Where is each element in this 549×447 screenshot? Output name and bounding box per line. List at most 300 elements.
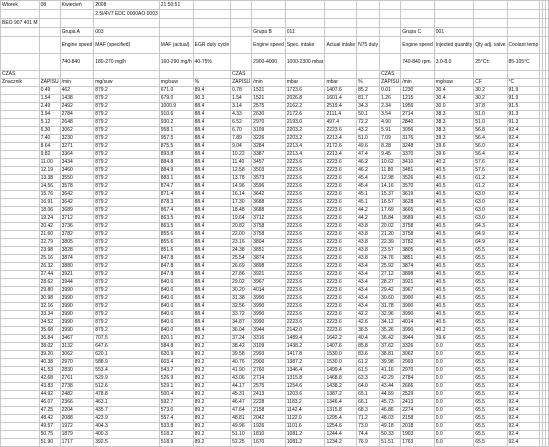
cell[interactable]: 3990 xyxy=(60,295,94,303)
cell[interactable]: 2223.6 xyxy=(285,303,325,311)
cell[interactable]: 2223.6 xyxy=(325,287,357,295)
cell[interactable]: 30.2 xyxy=(474,87,507,95)
cell[interactable]: 3284 xyxy=(252,143,286,151)
cell[interactable]: 56.4 xyxy=(474,135,507,143)
cell[interactable]: 88.4 xyxy=(193,111,230,119)
cell[interactable] xyxy=(1,199,40,207)
cell[interactable]: 3990 xyxy=(252,303,286,311)
cell[interactable]: 2993 xyxy=(401,359,435,367)
cell[interactable]: 92.4 xyxy=(507,391,540,399)
cell[interactable]: 20.42 xyxy=(39,223,60,231)
cell[interactable]: 2213.4 xyxy=(325,135,357,143)
cell[interactable] xyxy=(1,431,40,439)
cell[interactable]: 85.8 xyxy=(357,343,380,351)
cell[interactable]: 2970 xyxy=(401,367,435,375)
cell[interactable]: 39.6 xyxy=(434,151,473,159)
cell[interactable]: 603.4 xyxy=(159,359,193,367)
cell[interactable]: 3230 xyxy=(60,135,94,143)
cell[interactable] xyxy=(231,37,252,54)
cell[interactable]: 1000-2300 mbar xyxy=(285,54,325,71)
cell[interactable] xyxy=(546,143,549,151)
cell[interactable]: 13.38 xyxy=(39,175,60,183)
cell[interactable]: 50.75 xyxy=(39,431,60,439)
cell[interactable]: 2172.6 xyxy=(325,143,357,151)
cell[interactable] xyxy=(380,19,401,28)
cell[interactable]: 2223.6 xyxy=(325,311,357,319)
cell[interactable]: 30.98 xyxy=(39,295,60,303)
cell[interactable]: 65.5 xyxy=(474,343,507,351)
cell[interactable]: 3967 xyxy=(252,279,286,287)
cell[interactable] xyxy=(159,19,193,28)
cell[interactable]: 3642 xyxy=(60,191,94,199)
cell[interactable]: 2213.4 xyxy=(285,143,325,151)
cell[interactable] xyxy=(1,439,40,447)
cell[interactable] xyxy=(1,87,40,95)
cell[interactable] xyxy=(325,54,357,71)
cell[interactable]: 48.03 xyxy=(380,415,401,423)
cell[interactable]: 0.0 xyxy=(434,415,473,423)
cell[interactable] xyxy=(252,71,286,79)
cell[interactable]: 65.5 xyxy=(474,439,507,447)
cell[interactable]: 88.4 xyxy=(193,287,230,295)
cell[interactable]: 3370 xyxy=(401,151,435,159)
cell[interactable]: 2223.6 xyxy=(325,223,357,231)
cell[interactable]: Grupa B xyxy=(252,28,286,37)
cell[interactable]: 1387.2 xyxy=(285,359,325,367)
cell[interactable]: 92.4 xyxy=(507,303,540,311)
cell[interactable]: 529.9 xyxy=(94,375,160,383)
cell[interactable] xyxy=(1,207,40,215)
cell[interactable]: 2223.6 xyxy=(285,279,325,287)
cell[interactable]: 51.0 xyxy=(474,119,507,127)
cell[interactable]: 40.2 xyxy=(434,327,473,335)
cell[interactable] xyxy=(1,383,40,391)
cell[interactable]: 2158 xyxy=(252,407,286,415)
cell[interactable]: 88.4 xyxy=(193,319,230,327)
cell[interactable]: 2088 xyxy=(60,415,94,423)
cell[interactable]: 43.8 xyxy=(357,223,380,231)
cell[interactable] xyxy=(1,311,40,319)
cell[interactable]: 0.0 xyxy=(434,375,473,383)
cell[interactable]: 3736 xyxy=(60,223,94,231)
cell[interactable]: 92.4 xyxy=(507,319,540,327)
cell[interactable]: 847.8 xyxy=(159,271,193,279)
cell[interactable]: 39.20 xyxy=(39,351,60,359)
cell[interactable]: 1642.2 xyxy=(325,335,357,343)
cell[interactable]: 2648 xyxy=(60,119,94,127)
cell[interactable] xyxy=(507,71,540,79)
cell[interactable]: 1489.4 xyxy=(285,335,325,343)
cell[interactable]: 43.06 xyxy=(231,375,252,383)
cell[interactable]: 2223.6 xyxy=(325,279,357,287)
cell[interactable]: 2162.2 xyxy=(285,103,325,111)
cell[interactable]: 3132 xyxy=(60,343,94,351)
cell[interactable] xyxy=(285,19,325,28)
cell[interactable]: 884.9 xyxy=(159,167,193,175)
cell[interactable]: 65.5 xyxy=(474,279,507,287)
cell[interactable]: ZAPISU xyxy=(40,79,59,85)
cell[interactable]: MAF (actual) xyxy=(159,37,193,54)
cell[interactable]: Engine speed xyxy=(60,37,94,54)
cell[interactable]: 40.5 xyxy=(434,311,473,319)
cell[interactable] xyxy=(357,54,380,71)
cell[interactable]: 3628 xyxy=(401,199,435,207)
cell[interactable]: 24.76 xyxy=(380,255,401,263)
cell[interactable] xyxy=(252,10,286,19)
cell[interactable]: 40.5 xyxy=(434,167,473,175)
cell[interactable] xyxy=(1,119,40,127)
cell[interactable]: 39.58 xyxy=(231,351,252,359)
cell[interactable]: 2026.8 xyxy=(285,95,325,103)
cell[interactable] xyxy=(546,391,549,399)
cell[interactable]: 0.0 xyxy=(434,399,473,407)
cell[interactable]: 65.5 xyxy=(474,399,507,407)
cell[interactable]: 820.1 xyxy=(159,335,193,343)
cell[interactable]: 3944 xyxy=(401,335,435,343)
cell[interactable] xyxy=(39,54,60,71)
cell[interactable]: 2193.0 xyxy=(285,119,325,127)
cell[interactable]: 3578 xyxy=(60,183,94,191)
cell[interactable]: 2223.6 xyxy=(285,215,325,223)
cell[interactable]: 81.7 xyxy=(357,95,380,103)
cell[interactable]: 404.3 xyxy=(94,423,160,431)
cell[interactable] xyxy=(357,10,380,19)
cell[interactable]: 400.3 xyxy=(94,431,160,439)
cell[interactable]: 526.9 xyxy=(159,375,193,383)
cell[interactable]: 88.4 xyxy=(193,255,230,263)
cell[interactable] xyxy=(1,159,40,167)
cell[interactable]: 2630 xyxy=(252,111,286,119)
cell[interactable]: 2203.2 xyxy=(285,127,325,135)
cell[interactable]: 89.2 xyxy=(193,415,230,423)
cell[interactable]: 51.10 xyxy=(231,431,252,439)
cell[interactable]: 3712 xyxy=(60,215,94,223)
cell[interactable]: 1081.2 xyxy=(285,431,325,439)
cell[interactable] xyxy=(546,399,549,407)
cell[interactable]: 879.2 xyxy=(94,247,160,255)
cell[interactable]: 88.4 xyxy=(193,271,230,279)
cell[interactable] xyxy=(546,10,549,19)
cell[interactable]: 2223.6 xyxy=(325,215,357,223)
cell[interactable]: 88.4 xyxy=(193,119,230,127)
cell[interactable]: 52.25 xyxy=(231,439,252,447)
cell[interactable] xyxy=(401,10,435,19)
cell[interactable] xyxy=(434,1,473,10)
cell[interactable] xyxy=(401,71,435,79)
cell[interactable]: 9.82 xyxy=(39,151,60,159)
cell[interactable]: 3804 xyxy=(252,239,286,247)
cell[interactable]: 1438 xyxy=(60,95,94,103)
cell[interactable]: 160-290 mg/h xyxy=(159,54,193,71)
cell[interactable]: 1346.4 xyxy=(325,399,357,407)
cell[interactable]: 7.09 xyxy=(380,135,401,143)
cell[interactable]: 8.64 xyxy=(39,143,60,151)
cell[interactable]: 37.8 xyxy=(474,103,507,111)
cell[interactable] xyxy=(546,111,549,119)
cell[interactable]: 10.22 xyxy=(231,151,252,159)
cell[interactable]: Coolant temp xyxy=(507,37,540,54)
cell[interactable]: 65.5 xyxy=(474,367,507,375)
cell[interactable]: 21.60 xyxy=(39,231,60,239)
cell[interactable]: 89.2 xyxy=(193,367,230,375)
cell[interactable]: 21:50:51 xyxy=(159,1,193,10)
cell[interactable] xyxy=(1,143,40,151)
cell[interactable]: 879.2 xyxy=(94,103,160,111)
cell[interactable] xyxy=(1,215,40,223)
cell[interactable]: 740-840 xyxy=(60,54,94,71)
cell[interactable]: 43.4 xyxy=(357,295,380,303)
cell[interactable]: 840.0 xyxy=(159,287,193,295)
cell[interactable]: 573.0 xyxy=(159,407,193,415)
cell[interactable]: 23.98 xyxy=(39,247,60,255)
cell[interactable] xyxy=(401,1,435,10)
cell[interactable]: 39.6 xyxy=(434,335,473,343)
cell[interactable]: 40.38 xyxy=(39,359,60,367)
cell[interactable] xyxy=(231,28,252,37)
cell[interactable]: 3898 xyxy=(252,263,286,271)
cell[interactable]: 89.2 xyxy=(193,383,230,391)
cell[interactable]: 3990 xyxy=(60,303,94,311)
cell[interactable]: 92.4 xyxy=(507,287,540,295)
cell[interactable] xyxy=(94,71,160,79)
cell[interactable]: 1530.0 xyxy=(325,359,357,367)
cell[interactable]: 25.92 xyxy=(380,263,401,271)
cell[interactable] xyxy=(546,415,549,423)
cell[interactable]: 65.5 xyxy=(474,263,507,271)
cell[interactable]: 840.0 xyxy=(159,327,193,335)
cell[interactable]: 0.0 xyxy=(434,343,473,351)
cell[interactable]: 43.8 xyxy=(357,247,380,255)
cell[interactable]: 37.24 xyxy=(231,335,252,343)
cell[interactable]: 89.2 xyxy=(193,399,230,407)
cell[interactable] xyxy=(39,37,60,54)
cell[interactable]: 867.4 xyxy=(159,207,193,215)
cell[interactable]: Grupa A xyxy=(60,28,94,37)
cell[interactable]: 92.4 xyxy=(507,159,540,167)
cell[interactable]: 65.5 xyxy=(474,303,507,311)
cell[interactable] xyxy=(546,375,549,383)
cell[interactable] xyxy=(252,1,286,10)
cell[interactable] xyxy=(1,135,40,143)
cell[interactable]: 40.5 xyxy=(434,175,473,183)
cell[interactable]: 45.4 xyxy=(357,183,380,191)
cell[interactable] xyxy=(285,71,325,79)
cell[interactable]: 2519.4 xyxy=(325,103,357,111)
cell[interactable]: 42.6 xyxy=(357,319,380,327)
cell[interactable]: 40.5 xyxy=(434,223,473,231)
cell[interactable]: 34.52 xyxy=(39,319,60,327)
cell[interactable]: 2.5l/4V7 EDC 0000AO 0003 xyxy=(95,10,158,17)
cell[interactable]: 8.28 xyxy=(380,143,401,151)
cell[interactable]: 92.4 xyxy=(507,383,540,391)
cell[interactable] xyxy=(546,207,549,215)
cell[interactable]: 15.76 xyxy=(39,191,60,199)
cell[interactable]: 3990 xyxy=(60,287,94,295)
cell[interactable] xyxy=(1,271,40,279)
cell[interactable]: 840.0 xyxy=(159,303,193,311)
cell[interactable]: 6.52 xyxy=(231,119,252,127)
cell[interactable]: 879.2 xyxy=(94,199,160,207)
cell[interactable] xyxy=(193,1,230,10)
cell[interactable]: 42.68 xyxy=(39,375,60,383)
cell[interactable]: mg/suw xyxy=(434,79,473,87)
cell[interactable] xyxy=(1,223,40,231)
cell[interactable]: 22.00 xyxy=(231,231,252,239)
cell[interactable] xyxy=(546,151,549,159)
cell[interactable]: 2223.6 xyxy=(325,183,357,191)
cell[interactable]: 25.16 xyxy=(39,255,60,263)
cell[interactable]: 63.0 xyxy=(474,199,507,207)
cell[interactable]: 0.78 xyxy=(231,87,252,95)
cell[interactable]: 44.2 xyxy=(357,215,380,223)
cell[interactable]: 3990 xyxy=(401,303,435,311)
cell[interactable]: 3062 xyxy=(401,351,435,359)
cell[interactable]: 3758 xyxy=(252,223,286,231)
cell[interactable]: 88.4 xyxy=(193,295,230,303)
cell[interactable] xyxy=(546,247,549,255)
cell[interactable]: 11.80 xyxy=(380,167,401,175)
cell[interactable]: 2482 xyxy=(60,391,94,399)
cell[interactable]: BEO 907 401 M xyxy=(2,19,38,26)
cell[interactable] xyxy=(357,1,380,10)
cell[interactable]: 0.0 xyxy=(434,359,473,367)
cell[interactable]: 45.4 xyxy=(357,175,380,183)
cell[interactable]: 3990 xyxy=(401,295,435,303)
cell[interactable]: 89.2 xyxy=(193,407,230,415)
cell[interactable]: 33.72 xyxy=(231,311,252,319)
cell[interactable]: 92.4 xyxy=(507,335,540,343)
cell[interactable]: /min xyxy=(401,79,435,87)
cell[interactable]: 0.01 xyxy=(380,87,401,95)
cell[interactable]: 592.7 xyxy=(159,399,193,407)
cell[interactable]: 31.78 xyxy=(380,303,401,311)
cell[interactable]: Wtorek xyxy=(1,1,40,10)
cell[interactable] xyxy=(546,327,549,335)
cell[interactable] xyxy=(474,19,507,28)
cell[interactable]: 3990 xyxy=(60,311,94,319)
cell[interactable]: 3990 xyxy=(252,319,286,327)
cell[interactable]: 958.1 xyxy=(159,127,193,135)
cell[interactable]: 3990 xyxy=(60,327,94,335)
cell[interactable]: 1000.9 xyxy=(159,103,193,111)
cell[interactable]: 43.4 xyxy=(357,287,380,295)
cell[interactable]: 3326 xyxy=(401,343,435,351)
cell[interactable]: 2223.6 xyxy=(325,231,357,239)
cell[interactable] xyxy=(1,327,40,335)
cell[interactable]: 879.2 xyxy=(94,231,160,239)
cell[interactable]: 56.4 xyxy=(474,151,507,159)
cell[interactable]: 879.2 xyxy=(94,271,160,279)
cell[interactable]: 92.4 xyxy=(507,343,540,351)
cell[interactable] xyxy=(546,223,549,231)
cell[interactable]: 65.5 xyxy=(474,383,507,391)
cell[interactable] xyxy=(1,10,40,19)
cell[interactable] xyxy=(474,1,507,10)
cell[interactable] xyxy=(546,1,549,10)
cell[interactable] xyxy=(60,19,94,28)
cell[interactable] xyxy=(231,1,252,10)
cell[interactable]: 2213.4 xyxy=(285,151,325,159)
cell[interactable]: 1438.2 xyxy=(325,383,357,391)
cell[interactable]: 2223.6 xyxy=(285,223,325,231)
cell[interactable]: 879.2 xyxy=(94,143,160,151)
cell[interactable]: 518.9 xyxy=(159,439,193,447)
cell[interactable]: 46.47 xyxy=(231,399,252,407)
cell[interactable]: 879.2 xyxy=(94,95,160,103)
cell[interactable] xyxy=(1,343,40,351)
cell[interactable]: CZAS xyxy=(1,71,40,79)
cell[interactable]: 88.4 xyxy=(193,167,230,175)
cell[interactable]: 88.4 xyxy=(193,183,230,191)
cell[interactable] xyxy=(1,423,40,431)
cell[interactable]: 65.5 xyxy=(474,359,507,367)
cell[interactable]: 88.4 xyxy=(193,279,230,287)
cell[interactable]: 35.26 xyxy=(380,327,401,335)
cell[interactable] xyxy=(1,151,40,159)
cell[interactable]: 533.8 xyxy=(159,423,193,431)
cell[interactable]: 92.4 xyxy=(507,231,540,239)
cell[interactable]: 2142.0 xyxy=(285,327,325,335)
cell[interactable]: 40.5 xyxy=(434,303,473,311)
cell[interactable]: 91.5 xyxy=(507,103,540,111)
cell[interactable]: 34.87 xyxy=(231,319,252,327)
cell[interactable]: 34.12 xyxy=(380,319,401,327)
cell[interactable]: 71.2 xyxy=(357,415,380,423)
cell[interactable]: 65.5 xyxy=(474,311,507,319)
cell[interactable]: 19.64 xyxy=(231,215,252,223)
cell[interactable]: 2223.6 xyxy=(285,199,325,207)
cell[interactable]: 2223.6 xyxy=(325,175,357,183)
cell[interactable]: Grupa C xyxy=(401,28,435,37)
cell[interactable]: 879.2 xyxy=(94,255,160,263)
cell[interactable]: 2008 xyxy=(94,1,160,10)
cell[interactable]: 42.29 xyxy=(380,375,401,383)
cell[interactable]: 3921 xyxy=(252,271,286,279)
cell[interactable]: 463.1 xyxy=(94,399,160,407)
cell[interactable]: 3226 xyxy=(252,135,286,143)
cell[interactable]: 2223.6 xyxy=(285,319,325,327)
cell[interactable]: 29.42 xyxy=(380,287,401,295)
cell[interactable]: 14.16 xyxy=(380,183,401,191)
cell[interactable]: 3758 xyxy=(252,231,286,239)
cell[interactable] xyxy=(546,231,549,239)
cell[interactable]: 68.3 xyxy=(357,407,380,415)
cell[interactable]: 92.4 xyxy=(507,271,540,279)
cell[interactable] xyxy=(1,191,40,199)
cell[interactable] xyxy=(546,311,549,319)
cell[interactable] xyxy=(546,279,549,287)
cell[interactable]: 647.6 xyxy=(94,343,160,351)
cell[interactable]: 39.98 xyxy=(380,359,401,367)
cell[interactable]: 3688 xyxy=(252,199,286,207)
cell[interactable]: 879.2 xyxy=(94,127,160,135)
cell[interactable] xyxy=(546,159,549,167)
cell[interactable]: 1215 xyxy=(401,95,435,103)
cell[interactable]: 32.16 xyxy=(39,303,60,311)
cell[interactable] xyxy=(1,175,40,183)
cell[interactable] xyxy=(546,37,549,54)
cell[interactable] xyxy=(325,19,357,28)
cell[interactable]: 1.54 xyxy=(231,95,252,103)
cell[interactable]: 22.39 xyxy=(380,239,401,247)
cell[interactable] xyxy=(546,175,549,183)
cell[interactable]: 707.5 xyxy=(94,335,160,343)
cell[interactable] xyxy=(60,71,94,79)
cell[interactable]: 478.8 xyxy=(94,391,160,399)
cell[interactable]: 38.3 xyxy=(434,127,473,135)
cell[interactable]: 3364 xyxy=(60,151,94,159)
cell[interactable]: 1.26 xyxy=(380,95,401,103)
